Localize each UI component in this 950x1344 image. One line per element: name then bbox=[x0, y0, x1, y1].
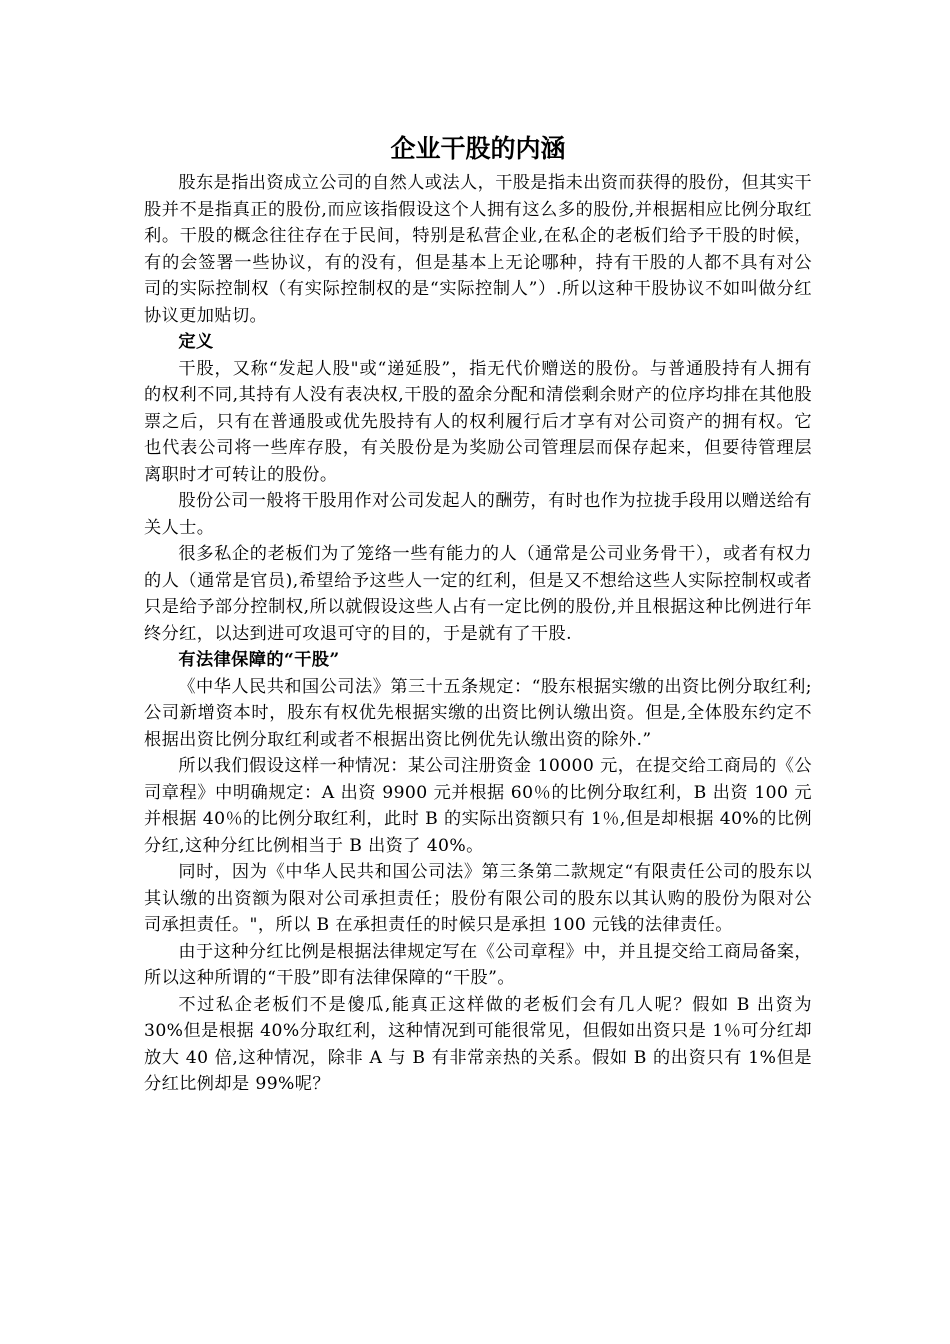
definition-paragraph-1: 干股，又称“发起人股"或“递延股”，指无代价赠送的股份。与普通股持有人拥有的权利不同,其持有人没有表决权,干股的盈余分配和清偿剩余财产的位序均排在其他股票之后，只有在普通股或优先股持有人的权利履行后才享有对公司资产的拥有权。它也代表公司将一些库存股，有关股份是为奖励公司管理层而保存起来，但要待管理层离职时才可转让的股份。 bbox=[144, 358, 812, 485]
definition-paragraph-3: 很多私企的老板们为了笼络一些有能力的人（通常是公司业务骨干），或者有权力的人（通常是官员),希望给予这些人一定的红利，但是又不想给这些人实际控制权或者只是给予部分控制权,所以就假设这些人占有一定比例的股份,并且根据这种比例进行年终分红，以达到进可攻退可守的目的，于是就有了干股. bbox=[144, 544, 812, 644]
definition-paragraph-2: 股份公司一般将干股用作对公司发起人的酬劳，有时也作为拉拢手段用以赠送给有关人士。 bbox=[144, 491, 812, 538]
legal-heading: 有法律保障的“干股” bbox=[178, 650, 340, 670]
legal-paragraph-2: 所以我们假设这样一种情况：某公司注册资金 10000 元，在提交给工商局的《公司章程》中明确规定：A 出资 9900 元并根据 60％的比例分取红利，B 出资 100 元并根据 40％的比例分取红利，此时 B 的实际出资额只有 1％,但是却根据 40%的比例分红,这种分红比例相当于 B 出资了 40%。 bbox=[144, 756, 812, 856]
legal-paragraph-1: 《中华人民共和国公司法》第三十五条规定：“股东根据实缴的出资比例分取红利;公司新增资本时，股东有权优先根据实缴的出资比例认缴出资。但是,全体股东约定不根据出资比例分取红利或者不根据出资比例优先认缴出资的除外.” bbox=[144, 676, 812, 750]
legal-paragraph-3: 同时，因为《中华人民共和国公司法》第三条第二款规定“有限责任公司的股东以其认缴的出资额为限对公司承担责任；股份有限公司的股东以其认购的股份为限对公司承担责任。"，所以 B 在承担责任的时候只是承担 100 元钱的法律责任。 bbox=[144, 862, 812, 935]
intro-paragraph: 股东是指出资成立公司的自然人或法人，干股是指未出资而获得的股份，但其实干股并不是指真正的股份,而应该指假设这个人拥有这么多的股份,并根据相应比例分取红利。干股的概念往往存在于民间，特别是私营企业,在私企的老板们给予干股的时候，有的会签署一些协议，有的没有，但是基本上无论哪种，持有干股的人都不具有对公司的实际控制权（有实际控制权的是“实际控制人”）.所以这种干股协议不如叫做分红协议更加贴切。 bbox=[144, 173, 812, 326]
legal-paragraph-5: 不过私企老板们不是傻瓜,能真正这样做的老板们会有几人呢？假如 B 出资为 30%但是根据 40%分取红利，这种情况到可能很常见，但假如出资只是 1％可分红却放大 40 倍,这种情况，除非 A 与 B 有非常亲热的关系。假如 B 的出资只有 1%但是分红比例却是 99%呢？ bbox=[144, 994, 812, 1094]
legal-paragraph-4: 由于这种分红比例是根据法律规定写在《公司章程》中，并且提交给工商局备案，所以这种所谓的“干股”即有法律保障的“干股”。 bbox=[144, 941, 812, 988]
definition-heading: 定义 bbox=[178, 332, 214, 352]
document-title: 企业干股的内涵 bbox=[390, 134, 566, 163]
document-page bbox=[144, 128, 812, 1098]
